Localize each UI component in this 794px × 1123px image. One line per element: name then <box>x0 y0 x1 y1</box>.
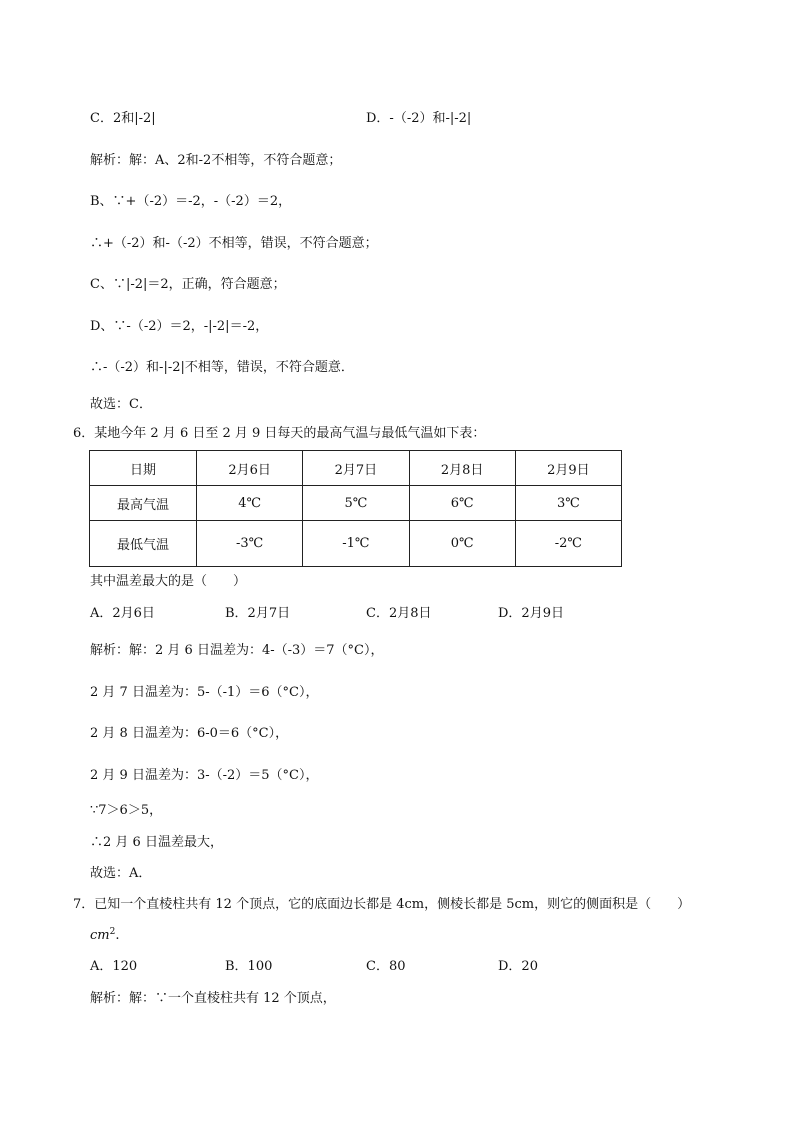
q6-solution-line: 2 月 9 日温差为：3-（-2）＝5（°C）， <box>90 768 319 783</box>
q6-solution-line: ∵7＞6＞5， <box>90 803 163 818</box>
table-cell: 4℃ <box>197 486 303 521</box>
q7-option-b: B．100 <box>225 959 273 974</box>
table-cell: 3℃ <box>515 486 621 521</box>
table-cell: 日期 <box>90 451 197 486</box>
q6-stem: 6．某地今年 2 月 6 日至 2 月 9 日每天的最高气温与最低气温如下表： <box>73 426 486 441</box>
q6-solution-line: 2 月 8 日温差为：6-0＝6（°C）， <box>90 726 289 741</box>
q6-answer: 故选：A． <box>90 866 152 881</box>
table-cell: 2月9日 <box>515 451 621 486</box>
q7-solution-line: 解析：解：∵一个直棱柱共有 12 个顶点， <box>90 991 336 1006</box>
q7-stem: 7．已知一个直棱柱共有 12 个顶点，它的底面边长都是 4cm，侧棱长都是 5cm，则它的侧面积是（ ） <box>73 897 691 912</box>
q5-option-d: D．-（-2）和-|-2| <box>366 111 472 126</box>
q6-option-c: C．2月8日 <box>366 606 432 621</box>
q6-question: 其中温差最大的是（ ） <box>90 574 247 589</box>
q7-option-d: D．20 <box>498 959 538 974</box>
table-cell: 2月8日 <box>409 451 515 486</box>
q5-option-c: C．2和|-2| <box>90 111 156 126</box>
table-row <box>90 521 622 567</box>
q5-solution-line: ∴+（-2）和-（-2）不相等，错误，不符合题意； <box>90 236 378 251</box>
q5-solution-line: 解析：解：A、2和-2不相等，不符合题意； <box>90 153 342 168</box>
q6-option-b: B．2月7日 <box>225 606 291 621</box>
table-cell: 6℃ <box>409 486 515 521</box>
q7-option-c: C．80 <box>366 959 406 974</box>
q5-solution-line: B、∵+（-2）＝-2，-（-2）＝2， <box>90 194 292 209</box>
q5-solution-line: ∴-（-2）和-|-2|不相等，错误，不符合题意． <box>90 360 354 375</box>
q6-option-d: D．2月9日 <box>498 606 564 621</box>
q7-unit-tail: . <box>115 928 120 943</box>
q7-unit-exponent: 2 <box>109 927 116 937</box>
table-cell: 最低气温 <box>90 521 197 567</box>
q6-option-a: A．2月6日 <box>90 606 155 621</box>
table-header-row <box>90 451 622 486</box>
table-cell: -2℃ <box>515 521 621 567</box>
q5-answer: 故选：C． <box>90 397 152 412</box>
table-cell: 最高气温 <box>90 486 197 521</box>
q5-solution-line: D、∵-（-2）＝2，-|-2|＝-2， <box>90 319 269 334</box>
table-cell: -1℃ <box>303 521 409 567</box>
q6-solution-line: 解析：解：2 月 6 日温差为：4-（-3）＝7（°C）， <box>90 643 384 658</box>
table-row <box>90 486 622 521</box>
q6-solution-line: ∴2 月 6 日温差最大， <box>90 835 223 850</box>
q7-unit-base: cm <box>90 928 110 943</box>
q7-unit <box>90 927 119 945</box>
table-cell: 0℃ <box>409 521 515 567</box>
q6-solution-line: 2 月 7 日温差为：5-（-1）＝6（°C）， <box>90 685 319 700</box>
table-cell: 2月6日 <box>197 451 303 486</box>
table-cell: -3℃ <box>197 521 303 567</box>
temperature-table <box>89 450 622 567</box>
table-cell: 2月7日 <box>303 451 409 486</box>
q7-option-a: A．120 <box>90 959 138 974</box>
q5-solution-line: C、∵|-2|＝2，正确，符合题意； <box>90 277 286 292</box>
table-cell: 5℃ <box>303 486 409 521</box>
